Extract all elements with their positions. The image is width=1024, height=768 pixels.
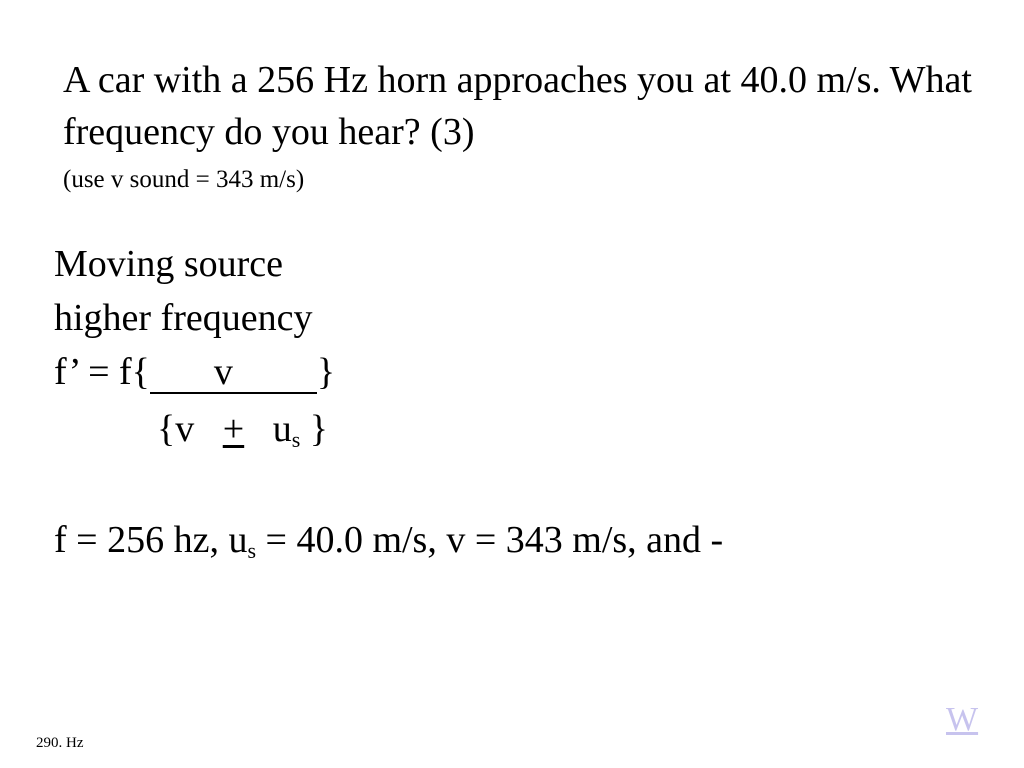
formula-denominator-subscript: s — [291, 427, 301, 452]
formula-numerator-line — [54, 346, 335, 398]
solution-line-higher-frequency: higher frequency — [54, 297, 313, 339]
formula-denominator-line — [157, 403, 328, 455]
answer-text: 290. Hz — [36, 735, 84, 751]
question-text: A car with a 256 Hz horn approaches you at 40.0 m/s. What frequency do you hear? (3) — [63, 59, 972, 153]
formula-close-brace: } — [316, 351, 336, 393]
givens-subscript: s — [247, 538, 257, 563]
givens-part2: = 40.0 m/s, v = 343 m/s, and - — [256, 519, 724, 561]
solution-line-moving-source: Moving source — [54, 243, 284, 285]
plus-minus-sign: + — [222, 408, 245, 450]
givens-line — [54, 514, 723, 566]
givens-part1: f = 256 hz, u — [54, 519, 248, 561]
formula-denominator-mid: u — [244, 408, 292, 450]
formula-denominator-open: {v — [157, 408, 223, 450]
corner-w-link[interactable]: W — [946, 701, 979, 738]
formula-numerator-blank — [150, 352, 317, 394]
formula-lhs: f’ = f{ — [54, 351, 150, 393]
question-hint: (use v sound = 343 m/s) — [63, 166, 305, 193]
formula-denominator-close: } — [300, 408, 328, 450]
formula-numerator: v — [213, 351, 233, 393]
